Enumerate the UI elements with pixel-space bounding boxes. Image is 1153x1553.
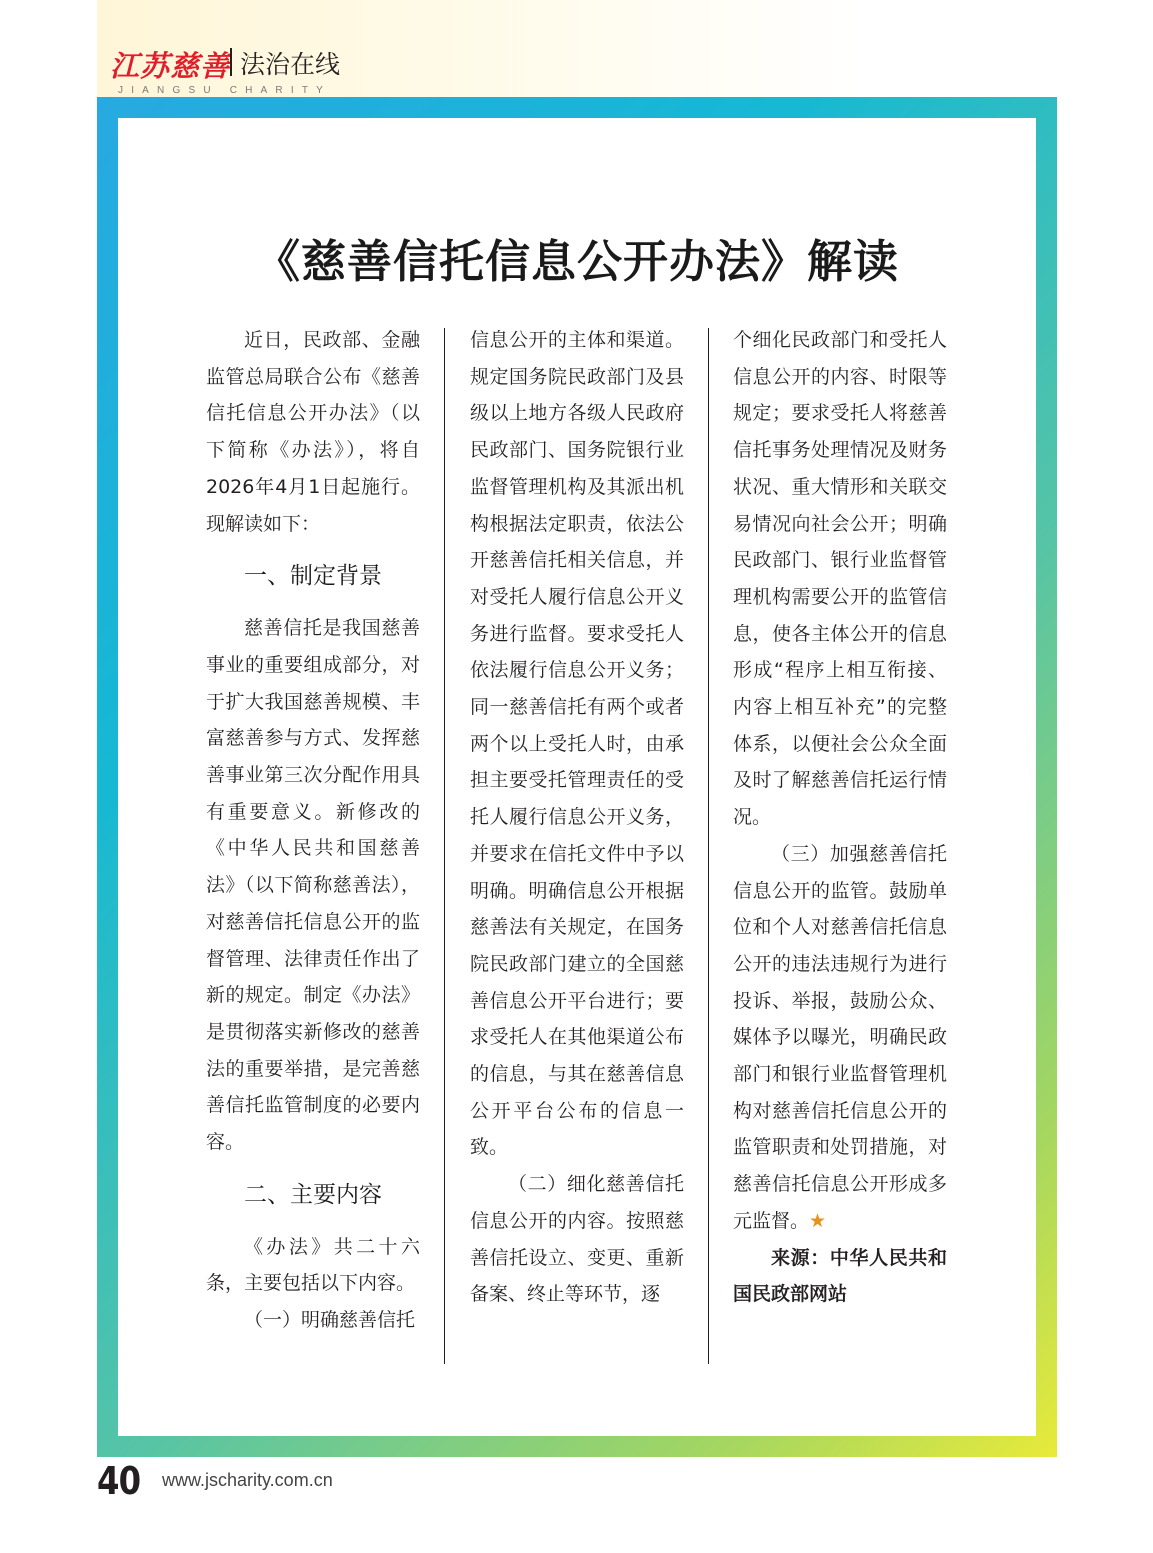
column-divider-2 [708,328,709,1364]
article-column-3 [733,322,947,1313]
item-1-start: （一）明确慈善信托 [244,1309,416,1332]
item-2-paragraph: 个细化民政部门和受托人信息公开的内容、时限等规定；要求受托人将慈善信托事务处理情况及财务状况、重大情形和关联交易情况向社会公开；明确民政部门、银行业监督管理机构需要公开的监管信息，使各主体公开的信息形成“程序上相互衔接、内容上相互补充”的完整体系，以便社会公众全面及时了解慈善信托运行情况。 [733,329,947,829]
page-number: 40 [97,1459,141,1503]
article-title: 《慈善信托信息公开办法》解读 [254,235,899,289]
article-column-2 [470,322,684,1313]
heading-background: 一、制定背景 [244,563,382,590]
end-star-icon: ★ [809,1209,827,1232]
item-3-text: （三）加强慈善信托信息公开的监管。鼓励单位和个人对慈善信托信息公开的违法违规行为进行投诉、举报，鼓励公众、媒体予以曝光，明确民政部门和银行业监督管理机构对慈善信托信息公开的监管职责和处罚措施，对慈善信托信息公开形成多元监督。 [733,842,947,1232]
item-1-paragraph: 信息公开的主体和渠道。规定国务院民政部门及县级以上地方各级人民政府民政部门、国务院银行业监督管理机构及其派出机构根据法定职责，依法公开慈善信托相关信息，并对受托人履行信息公开义务进行监督。要求受托人依法履行信息公开义务；同一慈善信托有两个或者两个以上受托人时，由承担主要受托管理责任的受托人履行信息公开义务，并要求在信托文件中予以明确。明确信息公开根据慈善法有关规定，在国务院民政部门建立的全国慈善信息公开平台进行；要求受托人在其他渠道公布的信息，与其在慈善信息公开平台公布的信息一致。 [470,329,684,1159]
intro-paragraph: 近日，民政部、金融监管总局联合公布《慈善信托信息公开办法》（以下简称《办法》），将自2026年4月1日起施行。现解读如下： [206,329,420,535]
item-2-start: （二）细化慈善信托信息公开的内容。按照慈善信托设立、变更、重新备案、终止等环节，逐 [470,1173,684,1306]
brand-english: JIANGSU CHARITY [118,85,332,96]
item-3-paragraph [733,836,947,1240]
heading-main-content: 二、主要内容 [244,1181,382,1208]
column-divider-1 [444,328,445,1364]
header-divider [230,48,232,76]
background-paragraph: 慈善信托是我国慈善事业的重要组成部分，对于扩大我国慈善规模、丰富慈善参与方式、发挥慈善事业第三次分配作用具有重要意义。新修改的《中华人民共和国慈善法》（以下简称慈善法），对慈善信托信息公开的监督管理、法律责任作出了新的规定。制定《办法》是贯彻落实新修改的慈善法的重要举措，是完善慈善信托监管制度的必要内容。 [206,617,420,1154]
brand-logo: 江苏慈善 [110,49,231,83]
content-intro-paragraph: 《办法》共二十六条，主要包括以下内容。 [206,1235,420,1295]
article-column-1 [206,322,420,1339]
article-source: 来源：中华人民共和国民政部网站 [733,1246,947,1306]
website-url[interactable]: www.jscharity.com.cn [162,1470,333,1490]
section-title: 法治在线 [240,50,341,79]
